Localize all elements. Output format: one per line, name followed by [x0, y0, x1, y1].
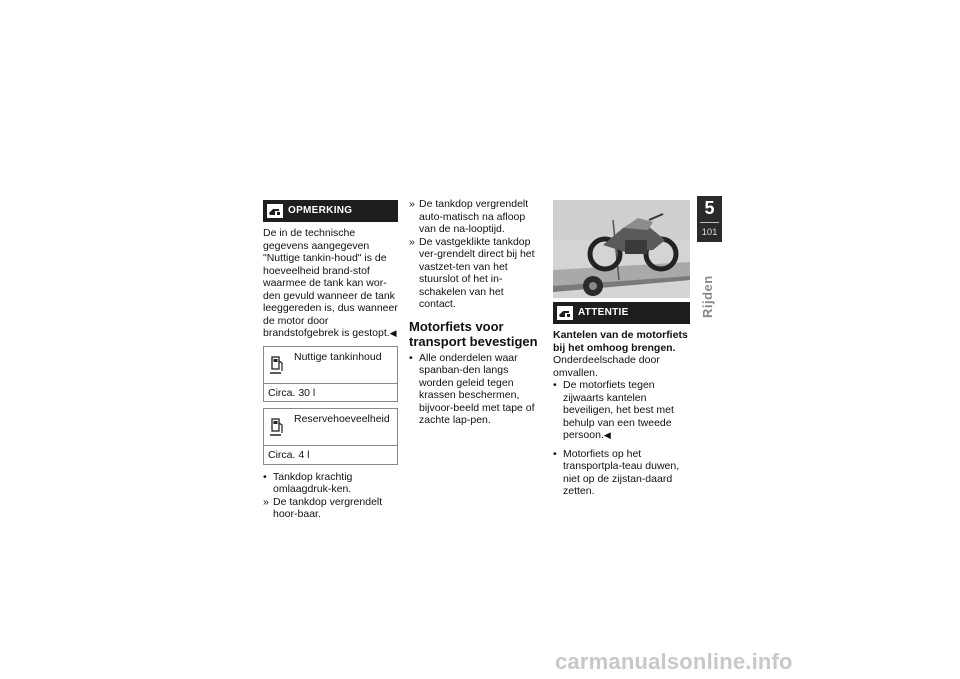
motorcycle-on-trailer-photo — [553, 200, 690, 298]
spec-value: Circa. 4 l — [268, 449, 310, 461]
fuel-pump-icon — [270, 353, 284, 375]
list-item: » De vastgeklikte tankdop ver-grendelt direct bij het vastzet-ten van het stuurslot of het in-schakelen van het contact. — [409, 235, 535, 310]
end-mark-icon: ◀ — [603, 430, 611, 440]
note-text-block — [263, 227, 398, 340]
end-mark-icon: ◀ — [389, 328, 397, 338]
spec-label: Reservehoeveelheid — [294, 413, 390, 425]
step-list — [409, 352, 543, 427]
section-heading: Motorfiets voor transport bevestigen — [409, 318, 538, 349]
step-list — [553, 379, 690, 498]
spec-value: Circa. 30 l — [268, 386, 316, 399]
hand-pointer-icon — [557, 306, 573, 320]
hand-pointer-icon — [267, 204, 283, 218]
column-middle — [409, 198, 543, 427]
warning-heading: Kantelen van de motorfiets bij het omhoog brengen. — [553, 329, 688, 354]
step-list — [263, 471, 398, 521]
page-number: 101 — [701, 227, 718, 238]
note-banner — [263, 200, 398, 222]
section-label: Rijden — [700, 275, 715, 318]
note-title: OPMERKING — [288, 204, 353, 216]
warning-text: Onderdeelschade door omvallen. — [553, 354, 660, 379]
warning-banner — [553, 302, 690, 324]
column-left — [263, 200, 398, 521]
watermark: carmanualsonline.info — [555, 649, 793, 674]
list-item: • Tankdop krachtig omlaagdruk-ken. — [263, 470, 353, 495]
note-text: De in de technische gegevens aangegeven "Nuttige tankin-houd" is de hoeveelheid brand-stof waarmee de tank kan wor-den gevuld wanneer de tank leeggereden is, dus wanneer de motor door brandstofgebrek is gestopt. — [263, 227, 398, 339]
list-item: • De motorfiets tegen zijwaarts kantelen beveiligen, het best met behulp van een tweede persoon.◀ — [553, 379, 674, 441]
column-right — [553, 200, 690, 498]
list-item: • Alle onderdelen waar spanban-den langs worden geleid tegen krassen beschermen, bijvoor-beeld met tape of zachte lap-pen. — [409, 351, 535, 426]
fuel-pump-icon — [270, 415, 284, 437]
list-item: » De tankdop vergrendelt hoor-baar. — [263, 495, 383, 520]
chapter-number: 5 — [704, 198, 715, 218]
result-list — [409, 198, 543, 311]
tab-divider — [700, 222, 719, 223]
spec-usable-fuel — [263, 346, 398, 403]
motorcycle-photo-illustration — [553, 200, 690, 298]
spec-reserve-fuel — [263, 408, 398, 465]
list-item: • Motorfiets op het transportpla-teau duwen, niet op de zijstan-daard zetten. — [553, 447, 680, 497]
spec-label: Nuttige tankinhoud — [294, 350, 382, 363]
list-item: » De tankdop vergrendelt auto-matisch na afloop van de na-looptijd. — [409, 198, 529, 235]
warning-title: ATTENTIE — [578, 306, 629, 318]
